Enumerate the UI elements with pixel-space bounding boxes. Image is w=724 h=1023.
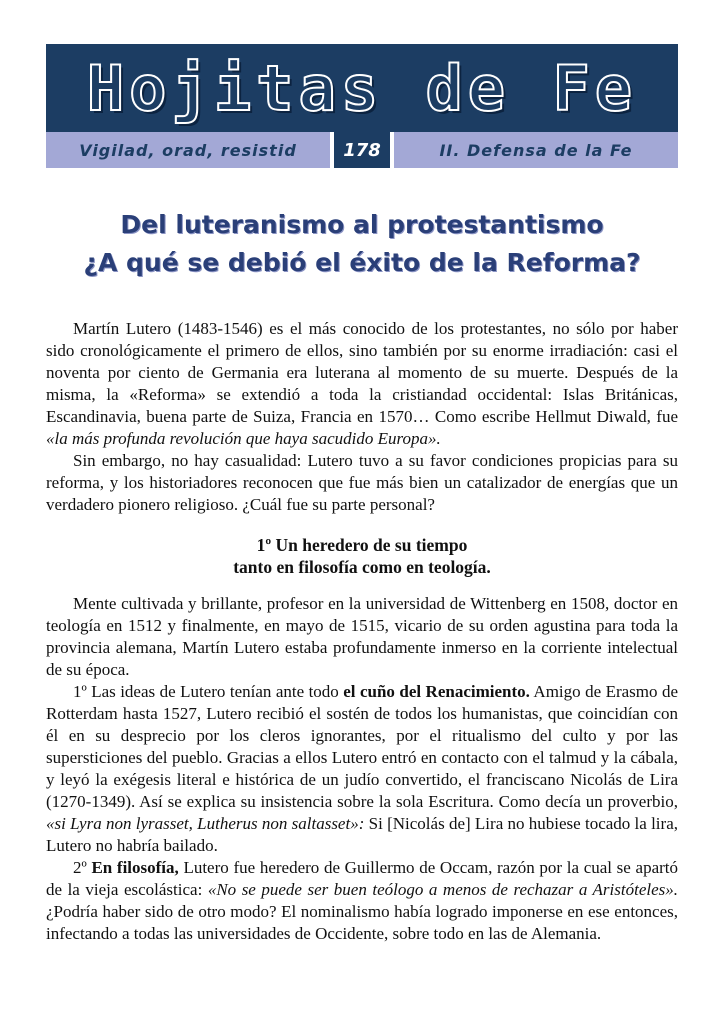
paragraph-5-bold: En filosofía, xyxy=(91,858,179,877)
paragraph-1-quote: «la más profunda revolución que haya sacudido Europa». xyxy=(46,429,441,448)
paragraph-3: Mente cultivada y brillante, profesor en la universidad de Wittenberg en 1508, doctor en teología en 1512 y finalmente, en mayo de 1515, vicario de su orden agustina para toda la provincia alemana, Martín Lutero estaba profundamente inmerso en la corriente intelectual de su época. xyxy=(46,594,678,679)
section-heading xyxy=(46,534,678,578)
section-label: II. Defensa de la Fe xyxy=(394,132,678,168)
paragraph-5-quote: «No se puede ser buen teólogo a menos de rechazar a Aristóteles». xyxy=(207,880,679,899)
issue-number: 178 xyxy=(334,132,390,168)
paragraph-4-text-c: Si [Nicolás de] Lira no hubiese tocado la lira, Lutero no habría bailado. xyxy=(46,814,678,855)
masthead-banner xyxy=(46,44,678,132)
paragraph-5-text-c: ¿Podría haber sido de otro modo? El nominalismo había logrado imponerse en ese entonces, infectando a todas las universidades de Occidente, sobre todo en las de Alemania. xyxy=(46,902,678,943)
masthead-strip xyxy=(46,132,678,168)
paragraph-5 xyxy=(46,857,678,945)
motto: Vigilad, orad, resistid xyxy=(46,132,330,168)
paragraph-4-text-b: Amigo de Erasmo de Rotterdam hasta 1527, Lutero recibió el sostén de todos los humanistas, que coincidían con él en su desprecio por los cleros ignorantes, por el ritualismo del culto y por las supersticiones del pueblo. Gracias a ellos Lutero entró en contacto con el talmud y la cábala, y leyó la exégesis literal e histórica de un judío convertido, el franciscano Nicolás de Lira (1270-1349). Así se explica su insistencia sobre la sola Escritura. Como decía un proverbio, xyxy=(46,682,678,811)
paragraph-1-text: Martín Lutero (1483-1546) es el más conocido de los protestantes, no sólo por haber sido cronológicamente el primero de ellos, sino también por su enorme irradiación: casi el noventa por ciento de Germania era luterana al momento de su muerte. Después de la misma, la «Reforma» se extendió a toda la cristiandad occidental: Islas Británicas, Escandinavia, buena parte de Suiza, Francia en 1570… Como escribe Hellmut Diwald, fue xyxy=(46,319,678,426)
headline-line-2: ¿A qué se debió el éxito de la Reforma? xyxy=(83,248,641,277)
section-heading-line-2: tanto en filosofía como en teología. xyxy=(233,557,491,577)
section-heading-line-1: 1º Un heredero de su tiempo xyxy=(256,535,468,555)
paragraph-5-text-a: 2º xyxy=(73,858,92,877)
article-headline xyxy=(46,206,678,282)
masthead xyxy=(46,44,678,168)
paragraph-5-text-b: Lutero fue heredero de Guillermo de Occam, razón por la cual se apartó de la vieja escolástica: xyxy=(46,858,678,899)
publication-title: Hojitas de Fe xyxy=(86,52,638,125)
paragraph-4-text-a: 1º Las ideas de Lutero tenían ante todo xyxy=(73,682,344,701)
headline-line-1: Del luteranismo al protestantismo xyxy=(120,210,604,239)
paragraph-2: Sin embargo, no hay casualidad: Lutero tuvo a su favor condiciones propicias para su reforma, y los historiadores reconocen que fue más bien un catalizador de energías que un verdadero pionero religioso. ¿Cuál fue su parte personal? xyxy=(46,451,678,514)
paragraph-1 xyxy=(46,318,678,450)
article-body xyxy=(46,318,678,945)
paragraph-4-quote: «si Lyra non lyrasset, Lutherus non saltasset»: xyxy=(46,814,365,833)
paragraph-4-bold: el cuño del Renacimiento. xyxy=(343,682,530,701)
paragraph-4 xyxy=(46,681,678,857)
